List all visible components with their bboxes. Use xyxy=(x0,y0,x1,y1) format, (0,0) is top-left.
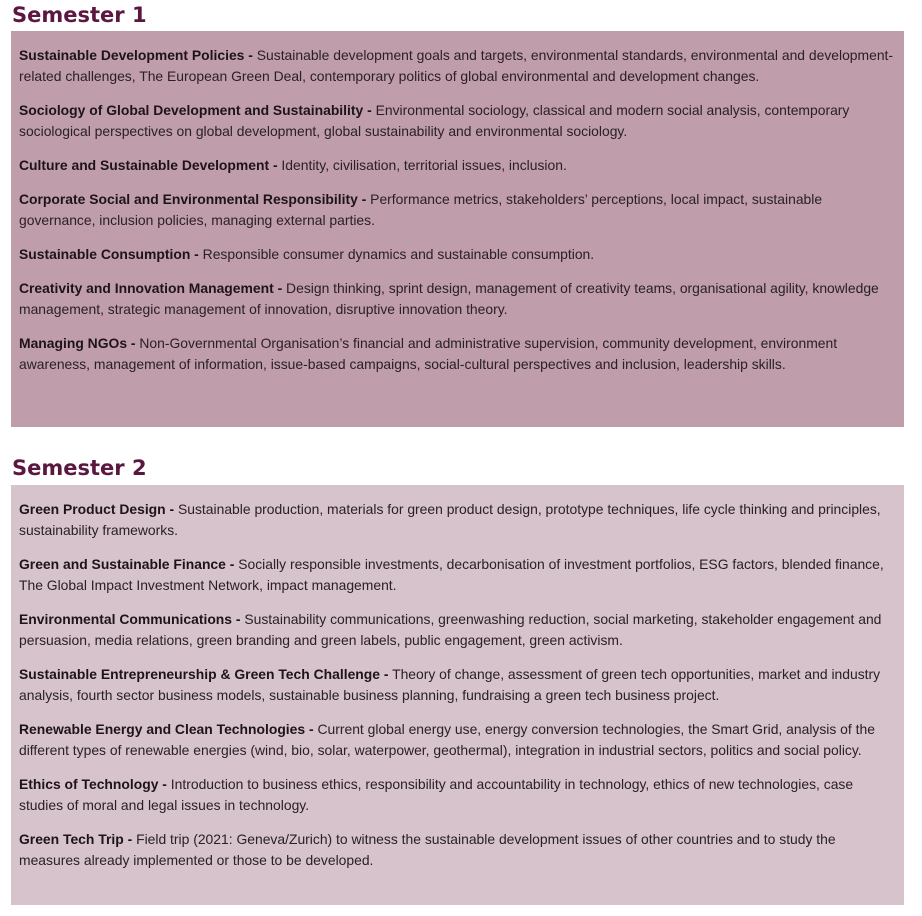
course-item xyxy=(19,499,896,541)
course-description: Responsible consumer dynamics and sustainable consumption. xyxy=(198,246,595,262)
semester-1-section xyxy=(11,0,904,427)
course-description: Performance metrics, stakeholders’ perceptions, local impact, sustainable governance, inclusion policies, managing external parties. xyxy=(19,191,823,228)
semester-2-section xyxy=(11,453,904,905)
course-description: Current global energy use, energy conversion technologies, the Smart Grid, analysis of the different types of renewable energies (wind, bio, solar, waterpower, geothermal), integration in industrial sectors, politics and social policy. xyxy=(19,721,875,758)
course-name: Green Product Design - xyxy=(19,501,175,517)
course-item xyxy=(19,664,896,706)
course-name: Sustainable Development Policies - xyxy=(19,47,253,63)
course-description: Environmental sociology, classical and modern social analysis, contemporary sociological perspectives on global development, global sustainability and environmental sociology. xyxy=(19,102,850,139)
course-description: Theory of change, assessment of green tech opportunities, market and industry analysis, fourth sector business models, sustainable business planning, fundraising a green tech business project. xyxy=(19,666,881,703)
semester-1-course-list xyxy=(11,31,904,427)
course-description: Identity, civilisation, territorial issues, inclusion. xyxy=(277,157,567,173)
course-name: Renewable Energy and Clean Technologies - xyxy=(19,721,314,737)
course-item xyxy=(19,155,896,176)
course-item xyxy=(19,719,896,761)
course-description: Field trip (2021: Geneva/Zurich) to witness the sustainable development issues of other countries and to study the measures already implemented or those to be developed. xyxy=(19,831,836,868)
course-name: Creativity and Innovation Management - xyxy=(19,280,283,296)
course-name: Green and Sustainable Finance - xyxy=(19,556,235,572)
course-name: Sustainable Entrepreneurship & Green Tech Challenge - xyxy=(19,666,389,682)
course-name: Ethics of Technology - xyxy=(19,776,167,792)
course-name: Corporate Social and Environmental Responsibility - xyxy=(19,191,367,207)
course-item xyxy=(19,609,896,651)
course-item xyxy=(19,100,896,142)
course-item xyxy=(19,554,896,596)
course-item xyxy=(19,774,896,816)
semester-2-course-list xyxy=(11,485,904,905)
course-item xyxy=(19,278,896,320)
course-item xyxy=(19,244,896,265)
semester-1-title: Semester 1 xyxy=(12,3,147,27)
course-name: Environmental Communications - xyxy=(19,611,241,627)
course-item xyxy=(19,189,896,231)
course-item xyxy=(19,829,896,871)
course-name: Managing NGOs - xyxy=(19,335,136,351)
course-description: Introduction to business ethics, responsibility and accountability in technology, ethics of new technologies, case studies of moral and legal issues in technology. xyxy=(19,776,854,813)
course-description: Sustainable production, materials for green product design, prototype techniques, life cycle thinking and principles, sustainability frameworks. xyxy=(19,501,881,538)
semester-2-title: Semester 2 xyxy=(12,456,147,480)
course-description: Non-Governmental Organisation’s financial and administrative supervision, community development, environment awareness, management of information, issue-based campaigns, social-cultural perspectives and inclusion, leadership skills. xyxy=(19,335,838,372)
course-description: Design thinking, sprint design, management of creativity teams, organisational agility, knowledge management, strategic management of innovation, disruptive innovation theory. xyxy=(19,280,879,317)
course-item xyxy=(19,333,896,375)
course-name: Sustainable Consumption - xyxy=(19,246,199,262)
course-item xyxy=(19,45,896,87)
course-description: Sustainability communications, greenwashing reduction, social marketing, stakeholder engagement and persuasion, media relations, green branding and green labels, public engagement, green activism. xyxy=(19,611,882,648)
course-description: Sustainable development goals and targets, environmental standards, environmental and development-related challenges, The European Green Deal, contemporary politics of global environmental and development changes. xyxy=(19,47,894,84)
course-name: Sociology of Global Development and Sustainability - xyxy=(19,102,372,118)
course-name: Green Tech Trip - xyxy=(19,831,133,847)
course-description: Socially responsible investments, decarbonisation of investment portfolios, ESG factors, blended finance, The Global Impact Investment Network, impact management. xyxy=(19,556,884,593)
course-name: Culture and Sustainable Development - xyxy=(19,157,278,173)
